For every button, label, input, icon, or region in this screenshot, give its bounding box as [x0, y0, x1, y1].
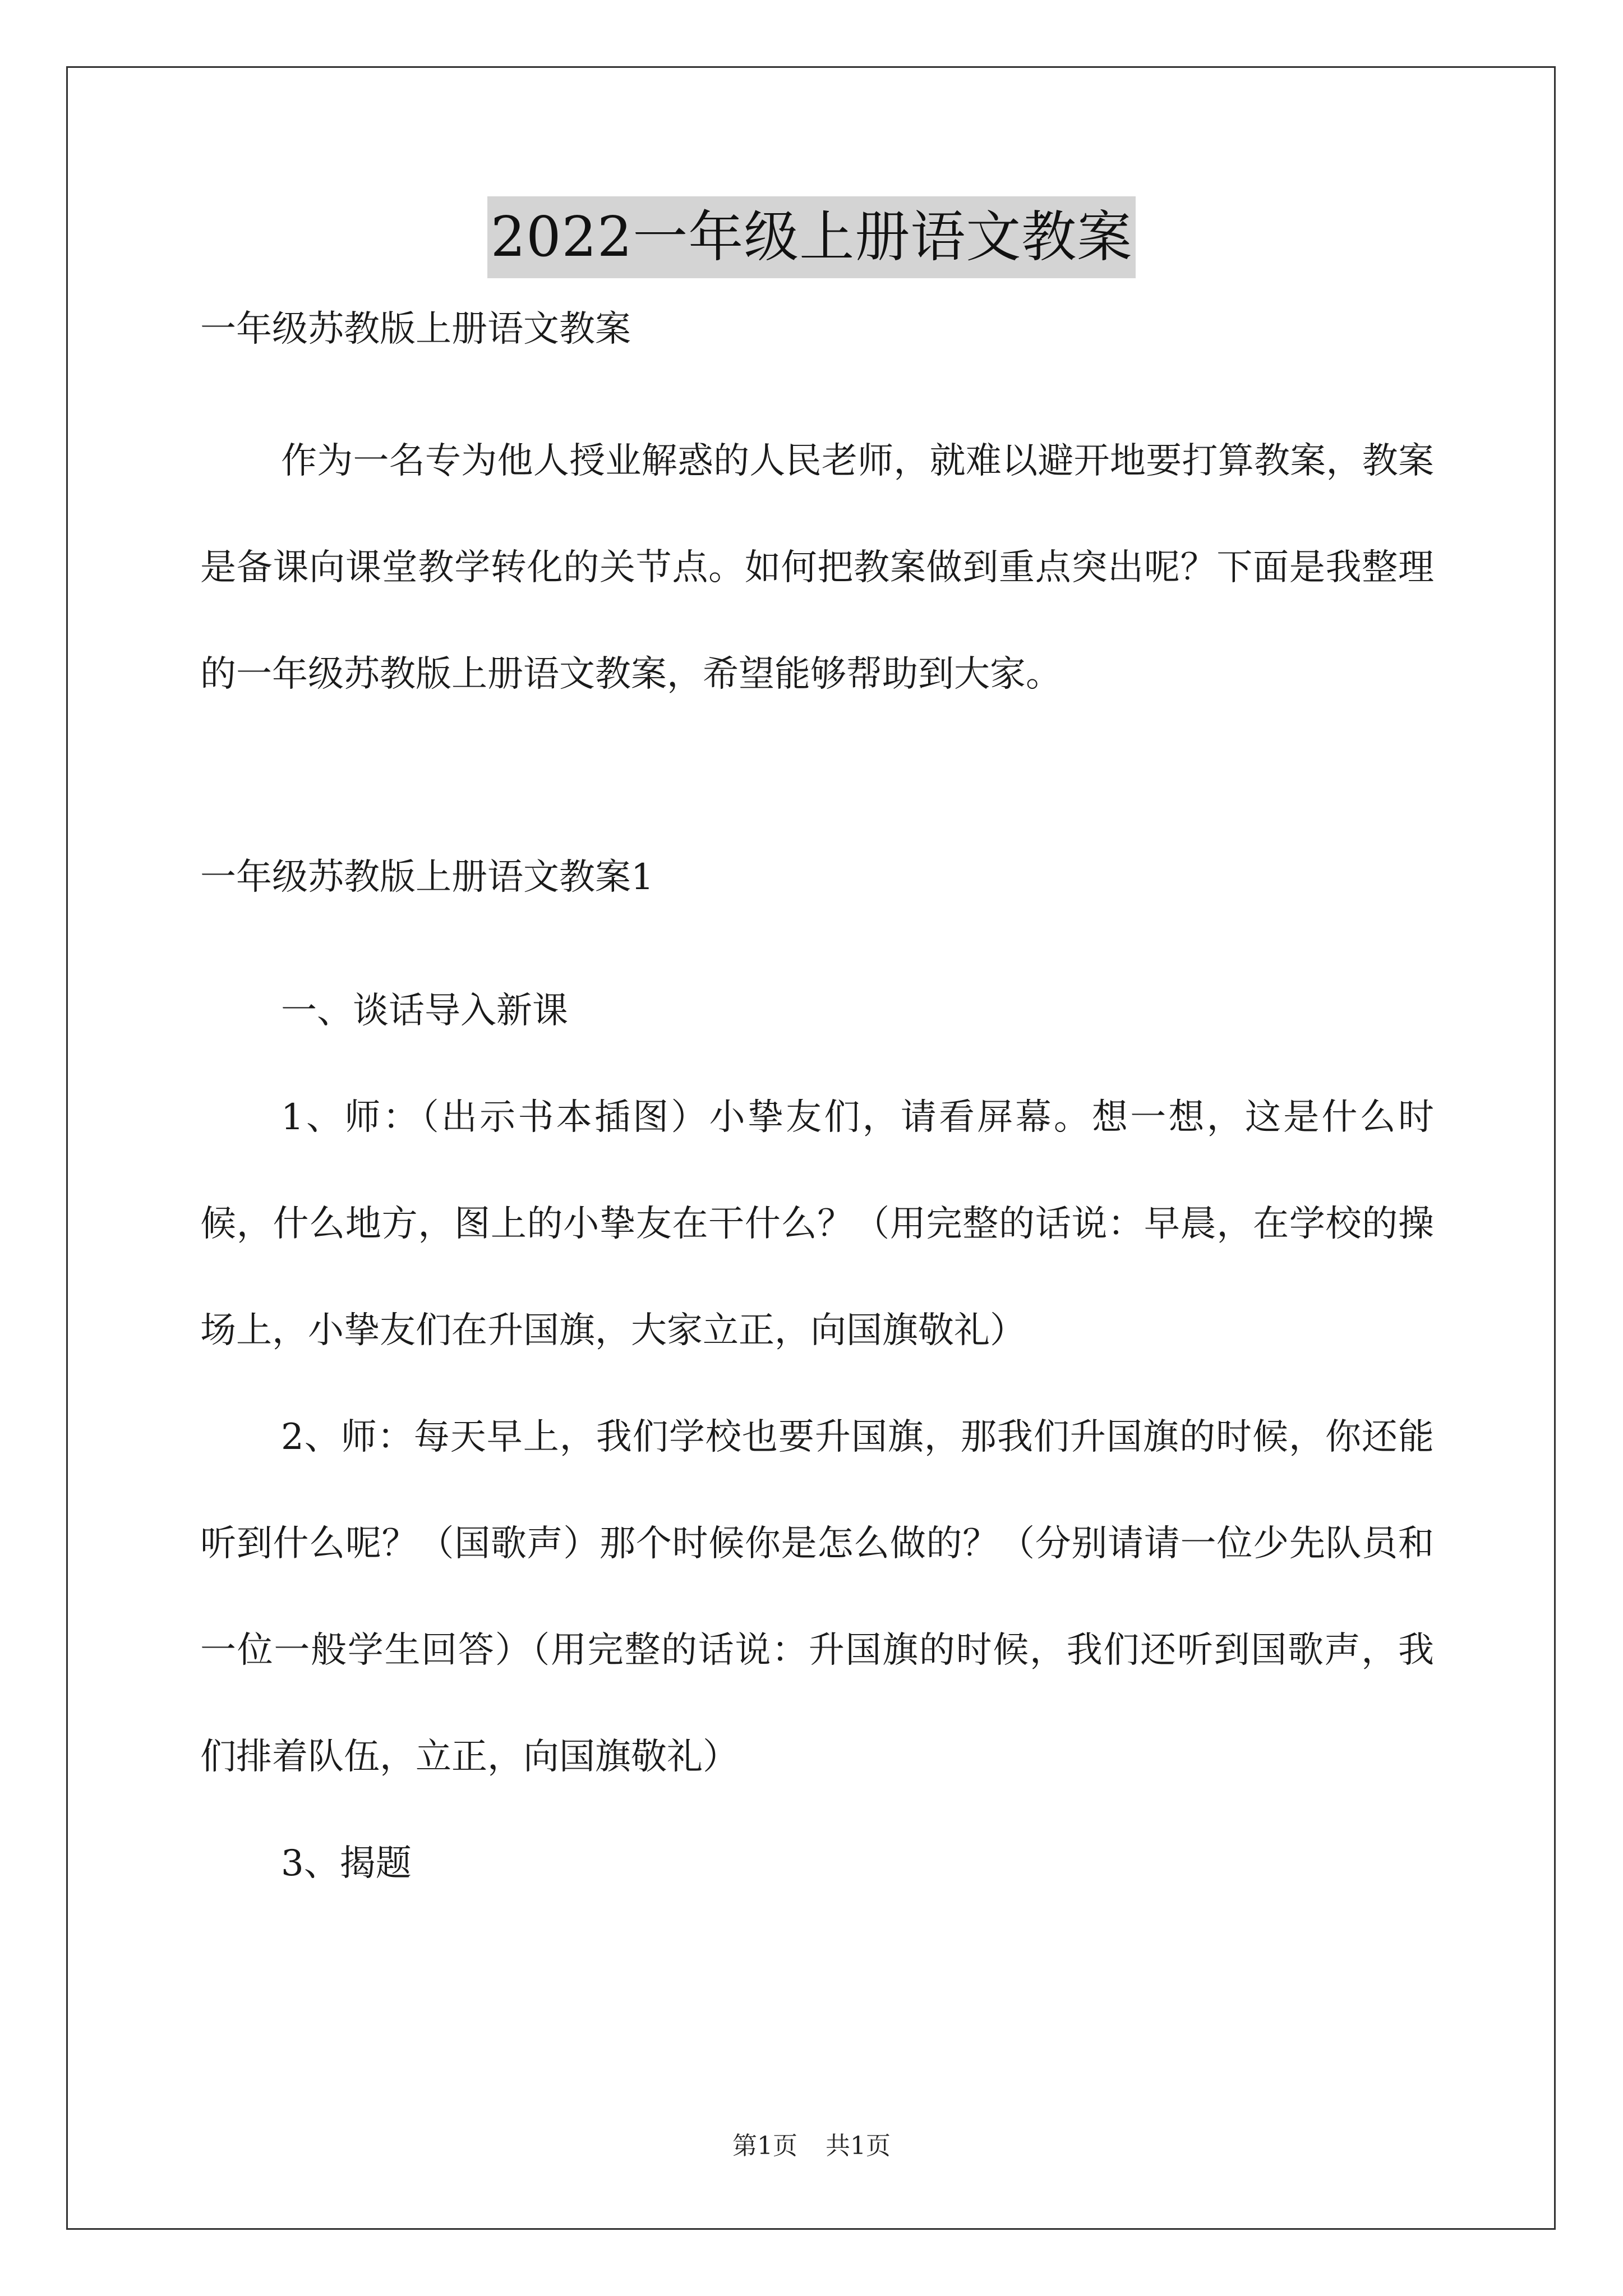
- page-footer: [0, 2129, 1623, 2163]
- item-2-paragraph: 2、师：每天早上，我们学校也要升国旗，那我们升国旗的时候，你还能听到什么呢？（国歌声）那个时候你是怎么做的？（分别请请一位少先队员和一位一般学生回答）（用完整的话说：升国旗的时候，我们还听到国歌声，我们排着队伍，立正，向国旗敬礼）: [200, 1416, 1434, 1778]
- document-body: [200, 303, 1434, 1917]
- section-title: 一年级苏教版上册语文教案1: [200, 857, 654, 898]
- intro-paragraph: 作为一名专为他人授业解惑的人民老师，就难以避开地要打算教案，教案是备课向课堂教学转化的关节点。如何把教案做到重点突出呢？下面是我整理的一年级苏教版上册语文教案，希望能够帮助到大家。: [200, 440, 1434, 695]
- item-1-paragraph: 1、师：（出示书本插图）小挚友们，请看屏幕。想一想，这是什么时候，什么地方，图上的小挚友在干什么？（用完整的话说：早晨，在学校的操场上，小挚友们在升国旗，大家立正，向国旗敬礼）: [200, 1097, 1434, 1351]
- heading-1: 一、谈话导入新课: [281, 990, 568, 1032]
- item-3-paragraph: 3、揭题: [281, 1843, 412, 1884]
- document-subtitle: 一年级苏教版上册语文教案: [200, 309, 631, 350]
- title-container: [0, 196, 1623, 278]
- page-total: 共1页: [826, 2132, 891, 2160]
- page-current: 第1页: [732, 2132, 797, 2160]
- document-title: 2022一年级上册语文教案: [487, 196, 1136, 278]
